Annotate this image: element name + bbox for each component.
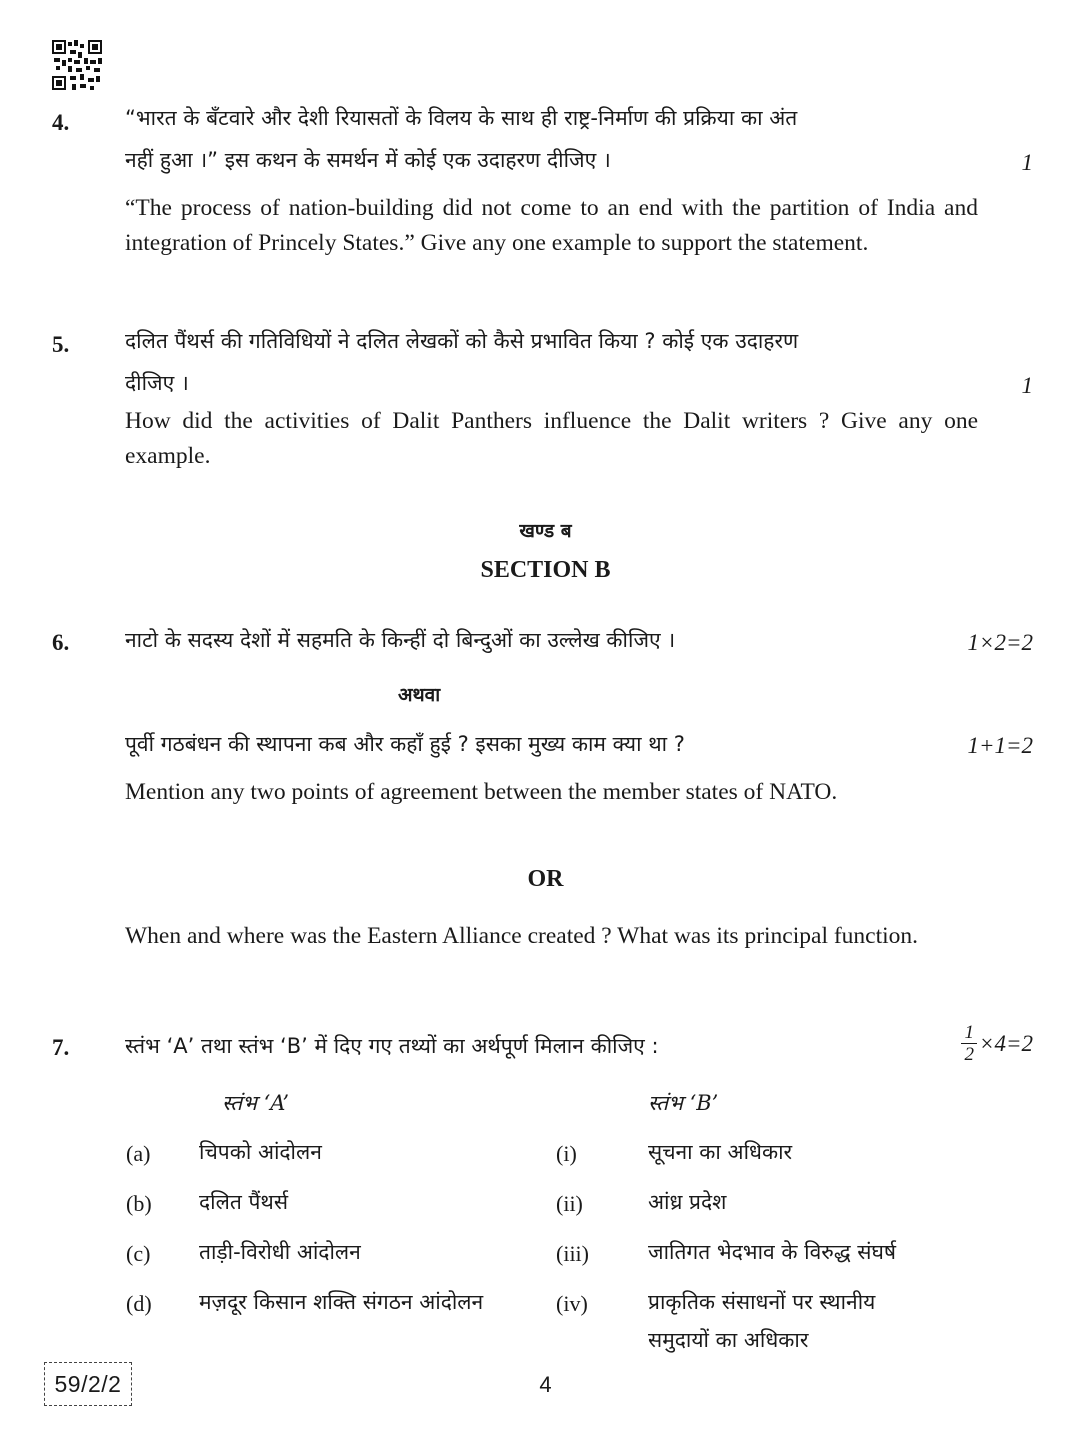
row-label-a: (d): [126, 1291, 152, 1316]
question-number: 6.: [52, 630, 70, 655]
column-a-item: दलित पैंथर्स: [199, 1190, 289, 1214]
question-number: 7.: [52, 1035, 70, 1060]
question-hindi-line: “भारत के बँटवारे और देशी रियासतों के विलय के साथ ही राष्ट्र-निर्माण की प्रक्रिया का अंत: [125, 106, 798, 130]
row-label-a: (a): [126, 1141, 151, 1166]
column-a-item: ताड़ी-विरोधी आंदोलन: [199, 1240, 361, 1264]
question-hindi-line: दलित पैंथर्स की गतिविधियों ने दलित लेखकों को कैसे प्रभावित किया ? कोई एक उदाहरण: [125, 329, 799, 353]
question-number: 5.: [52, 332, 70, 357]
marks-fraction: [961, 1022, 1033, 1065]
or-english: OR: [527, 866, 564, 892]
marks: 1: [1021, 150, 1033, 175]
question-english: When and where was the Eastern Alliance created ? What was its principal function.: [125, 923, 919, 949]
column-a-item: मज़दूर किसान शक्ति संगठन आंदोलन: [199, 1290, 484, 1314]
question-hindi-line: नहीं हुआ ।” इस कथन के समर्थन में कोई एक उदाहरण दीजिए ।: [125, 148, 611, 172]
row-label-a: (c): [126, 1241, 151, 1266]
row-label-b: (ii): [556, 1191, 583, 1216]
question-hindi-line: पूर्वी गठबंधन की स्थापना कब और कहाँ हुई ? इसका मुख्य काम क्या था ?: [125, 732, 685, 756]
column-a-heading: स्तंभ ‘A’: [222, 1091, 290, 1115]
column-b-item: जातिगत भेदभाव के विरुद्ध संघर्ष: [648, 1240, 897, 1264]
question-hindi-line: स्तंभ ‘A’ तथा स्तंभ ‘B’ में दिए गए तथ्यों का अर्थपूर्ण मिलान कीजिए :: [125, 1034, 659, 1058]
paper-code: 59/2/2: [44, 1362, 132, 1406]
question-english: Mention any two points of agreement between the member states of NATO.: [125, 779, 838, 805]
row-label-a: (b): [126, 1191, 152, 1216]
qr-code: [52, 40, 102, 90]
marks: 1+1=2: [967, 733, 1033, 758]
section-heading: SECTION B: [480, 557, 611, 583]
marks-remainder: ×4=2: [978, 1030, 1033, 1056]
section-heading-hindi: खण्ड ब: [519, 520, 572, 542]
page-number: 4: [539, 1372, 552, 1397]
marks: 1×2=2: [967, 630, 1033, 655]
row-label-b: (iv): [556, 1291, 588, 1316]
column-a-item: चिपको आंदोलन: [199, 1140, 322, 1164]
marks: 1: [1021, 373, 1033, 398]
question-number: 4.: [52, 110, 70, 135]
question-english: “The process of nation-building did not come to an end with the partition of India and integration of Princely States.” Give any one example to support the statement.: [125, 195, 978, 256]
row-label-b: (i): [556, 1141, 577, 1166]
column-b-heading: स्तंभ ‘B’: [648, 1091, 719, 1115]
or-hindi: अथवा: [398, 684, 441, 706]
column-b-item: प्राकृतिक संसाधनों पर स्थानीय समुदायों का अधिकार: [648, 1290, 876, 1352]
column-b-item: आंध्र प्रदेश: [648, 1190, 727, 1214]
question-hindi-line: दीजिए ।: [125, 371, 189, 395]
fraction-denominator: 2: [964, 1044, 974, 1065]
fraction-numerator: 1: [961, 1022, 977, 1044]
column-b-item: सूचना का अधिकार: [648, 1140, 793, 1164]
row-label-b: (iii): [556, 1241, 589, 1266]
question-english: How did the activities of Dalit Panthers influence the Dalit writers ? Give any one example.: [125, 408, 978, 469]
question-hindi-line: नाटो के सदस्य देशों में सहमति के किन्हीं दो बिन्दुओं का उल्लेख कीजिए ।: [125, 628, 676, 652]
